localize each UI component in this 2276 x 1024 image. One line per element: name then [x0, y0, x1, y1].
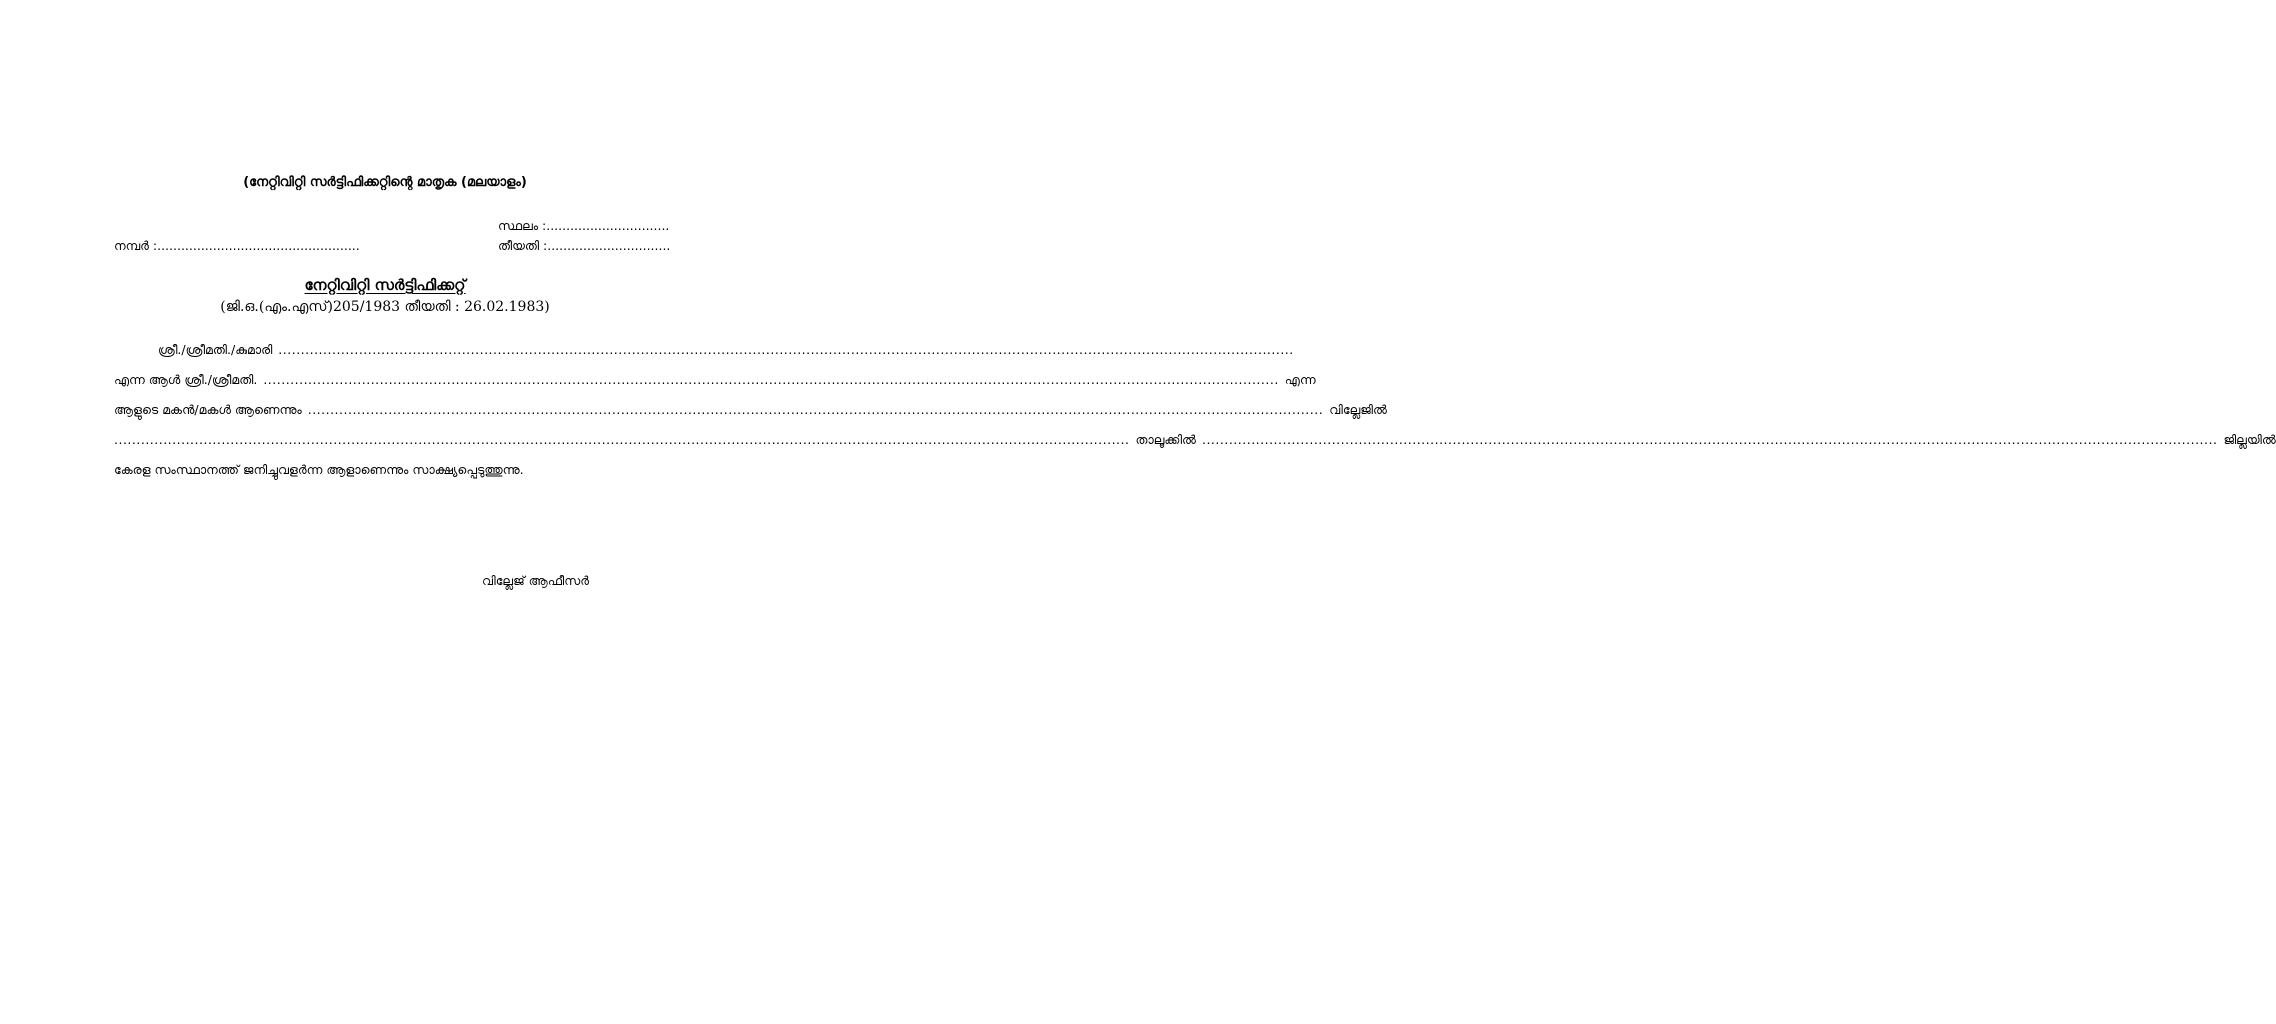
parent-name-blank: ................................................................................................................................................................................................................................... [263, 372, 1279, 387]
date-field: തീയതി :............................... [498, 238, 671, 253]
district-label: ജില്ലയിൽ [2223, 432, 2276, 447]
body-line-relation [114, 402, 1387, 418]
government-order-reference: (ജി.ഒ.(എം.എസ്)205/1983 തീയതി : 26.02.1983) [220, 299, 550, 315]
body-line-declaration [114, 462, 659, 478]
number-field: നമ്പർ :................................................... [114, 238, 360, 253]
place-field: സ്ഥലം :............................... [498, 218, 670, 233]
name-blank: ................................................................................................................................................................................................................................... [278, 342, 1294, 357]
form-heading: (നേറ്റിവിറ്റി സർട്ടിഫിക്കറ്റിന്റെ മാതൃക (മലയാളം) [243, 175, 527, 190]
district-blank: ................................................................................................................................................................................................................................... [1201, 432, 2218, 447]
village-blank: ................................................................................................................................................................................................................................... [307, 402, 1324, 417]
parent-suffix-label: എന്ന [1284, 372, 1316, 387]
village-label: വില്ലേജിൽ [1329, 402, 1387, 417]
signature-village-officer: വില്ലേജ് ആഫീസർ [482, 573, 589, 588]
taluk-blank: ................................................................................................................................................................................................................................... [114, 432, 1130, 447]
body-line-taluk-district [114, 432, 2276, 448]
body-line-parent [114, 372, 1316, 388]
name-prefix-label: ശ്രീ./ശ്രീമതി./കുമാരി [158, 342, 273, 357]
certificate-title-text: നേറ്റിവിറ്റി സർട്ടിഫിക്കറ്റ് [304, 276, 466, 294]
relation-label: ആളുടെ മകൻ/മകൾ ആണെന്നും [114, 402, 302, 417]
body-line-name [158, 342, 1294, 358]
certificate-title [0, 276, 770, 294]
taluk-label: താലൂക്കിൽ [1135, 432, 1196, 447]
parent-prefix-label: എന്ന ആൾ ശ്രീ./ശ്രീമതി. [114, 372, 258, 387]
declaration-text: കേരള സംസ്ഥാനത്ത് ജനിച്ചുവളർന്ന ആളാണെന്നും സാക്ഷ്യപ്പെടുത്തുന്നു. [114, 462, 524, 477]
